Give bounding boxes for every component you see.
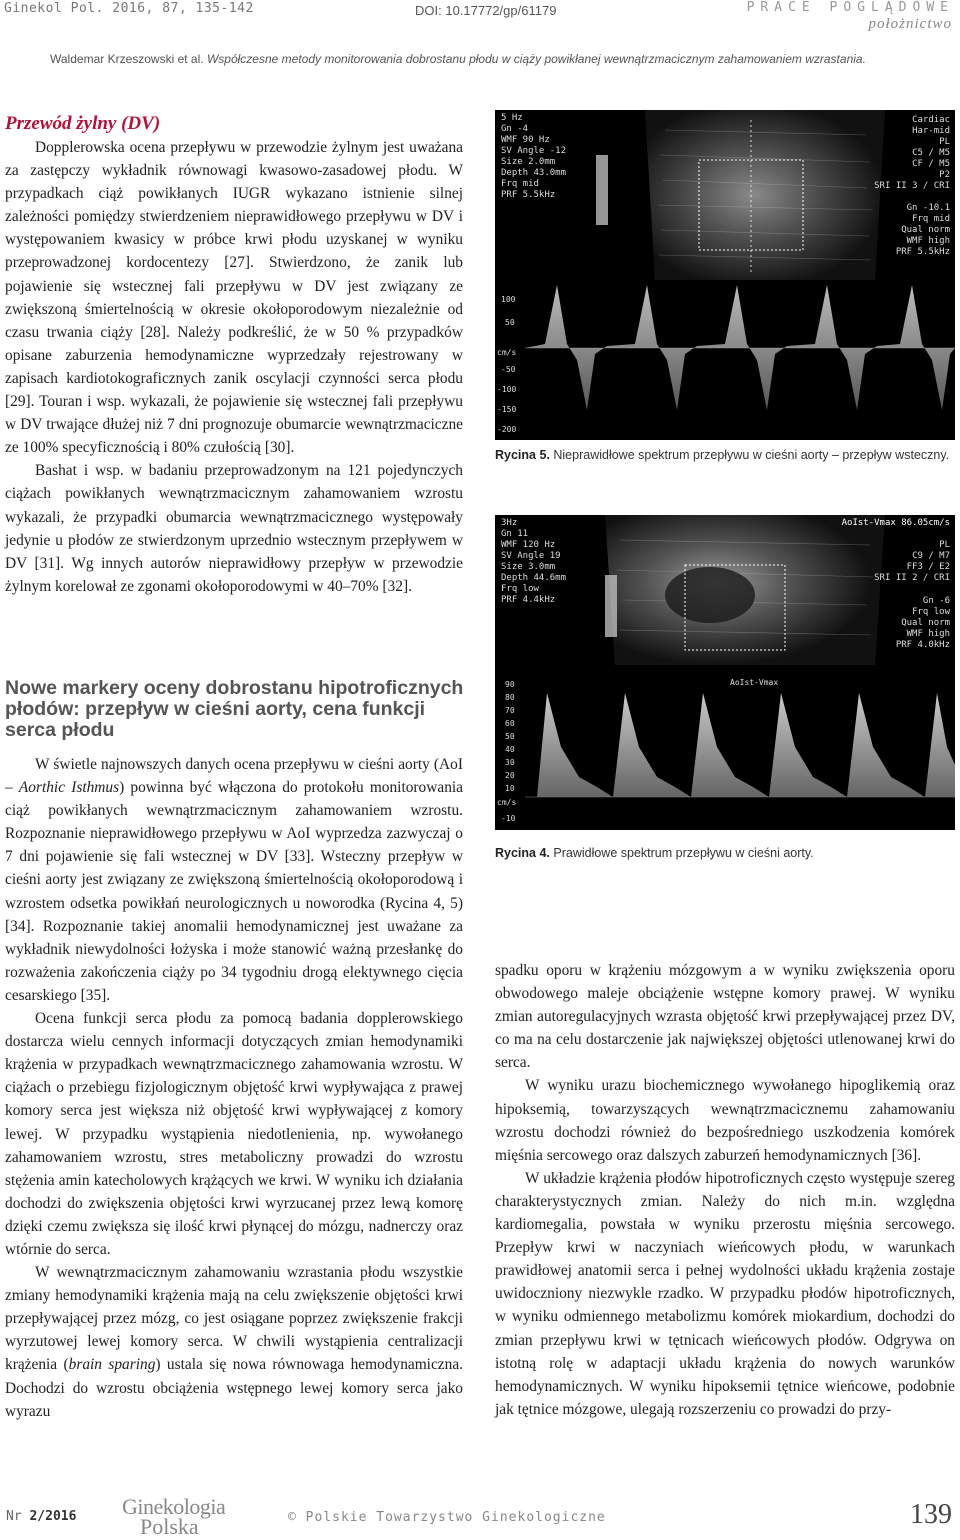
figure-4-scale-label: 40 (505, 745, 515, 754)
paragraph: Dopplerowska ocena przepływu w przewodzie żylnym jest uważana za zastępczy wykładnik równowagi kwasowo-zasadowej płodu. W przypadkach ciąż powikłanych IUGR wykazano istnienie silnej zależności pomiędzy stwierdzeniem nieprawidłowego przepływu w DV i występowaniem kwasicy w próbce krwi płodu uzyskanej w wyniku przeprowadzonej kordocentezy [27]. Stwierdzono, że zanik lub pojawienie się wstecznej fali przepływu w DV jest związany ze zwiększoną śmiertelnością w okresie okołoporodowym niezależnie od czasu trwania ciąży [28]. Należy podkreślić, że w 50 % przypadków opisane zaburzenia hemodynamiczne wyprzedzały rejestrowany w zapisach kardiotokograficznych zanik oscylacji czynności serca płodu [29]. Touran i wsp. wykazali, że pojawienie się wstecznej fali przepływu w DV trwające dłużej niż 7 dni prognozuje obumarcie wewnątrzmaciczne ze 100% specyficznością i 80% czułością [30]. (5, 139, 463, 457)
figure-4-scale-label: 50 (505, 732, 515, 741)
figure-4-setting: SV Angle 19 (501, 551, 561, 561)
figure-4-top-measurement: AoIst-Vmax 86.05cm/s (841, 518, 950, 528)
section-heading-dv: Przewód żylny (DV) (5, 113, 161, 134)
figure-5-setting: Gn -4 (501, 124, 529, 134)
figure-5-setting: Har-mid (912, 126, 950, 136)
journal-logo-line2: Polska (140, 1514, 199, 1539)
figure-5-setting: WMF 90 Hz (501, 135, 550, 145)
figure-4-setting: PRF 4.0kHz (895, 640, 950, 650)
figure-4-setting: Frq low (501, 584, 539, 594)
running-authors: Waldemar Krzeszowski et al. (50, 52, 204, 66)
figure-4-setting: PRF 4.4kHz (501, 595, 556, 605)
figure-5-setting: Qual norm (901, 225, 950, 235)
figure-4-label: Rycina 4. (495, 846, 550, 860)
figure-4-setting: SRI II 2 / CRI (874, 573, 950, 583)
figure-4-doppler-image (495, 515, 955, 830)
text-run: W wewnątrzmacicznym zahamowaniu wzrastania płodu wszystkie zmiany hemodynamiki krążenia mają na celu zwiększenie objętości krwi przepływającej przez mózg, co jest osiągane poprzez zwiększenie frakcji wyrzutowej lewej komory serca. W chwili wystąpienia centralizacji krążenia ( (5, 1264, 463, 1374)
issue-label: Nr (6, 1509, 22, 1524)
figure-5-scale-label: cm/s (497, 348, 517, 357)
figure-4-setting: WMF 120 Hz (501, 540, 556, 550)
doi-link[interactable]: DOI: 10.17772/gp/61179 (415, 3, 557, 18)
dv-section-body (5, 136, 463, 598)
figure-4-setting: WMF high (906, 629, 950, 639)
paragraph: spadku oporu w krążeniu mózgowym a w wyniku zwiększenia oporu obwodowego maleje obciążenie wstępne komory prawej. W wyniku zmian autoregulacyjnych wzrasta objętość krwi przepływającej przez DV, co ma na celu dostarczenie jak największej objętości utlenowanej krwi do serca. (495, 962, 955, 1072)
figure-4-setting: Gn -6 (922, 596, 950, 606)
paragraph: W wyniku urazu biochemicznego wywołanego hipoglikemią oraz hipoksemią, towarzyszących wewnątrzmacicznemu zahamowaniu wzrostu dochodzi również do bezpośredniego uszkodzenia komórek mięśnia sercowego oraz dalszych zaburzeń hemodynamicznych [36]. (495, 1077, 955, 1164)
figure-4-setting: Qual norm (901, 618, 950, 628)
figure-5-scale-label: -100 (497, 385, 517, 394)
figure-4-scale-label: 90 (505, 680, 515, 689)
figure-5-setting: PRF 5.5kHz (501, 190, 556, 200)
text-run: ) ustala się nowa równowaga hemodynamiczna. Dochodzi do wzrostu obciążenia wstępnego lewej komory serca jako wyrazu (5, 1356, 463, 1420)
running-header (50, 52, 930, 66)
figure-5-bmode-sector (645, 110, 885, 280)
figure-4-vessel (665, 567, 755, 623)
figure-4-scale-label: 20 (505, 771, 515, 780)
text-run-italic: Aorthic Isthmus (18, 779, 120, 797)
figure-5-scale-label: -50 (501, 365, 516, 374)
paragraph (5, 1261, 463, 1423)
paragraph (5, 753, 463, 1007)
figure-5-setting: PL (939, 137, 950, 147)
figure-5-scale-label: -150 (497, 405, 517, 414)
copyright-notice: © Polskie Towarzystwo Ginekologiczne (288, 1510, 606, 1525)
figure-4-setting: PL (939, 540, 950, 550)
section-label: PRACE POGLĄDOWE (746, 0, 954, 15)
figure-5-setting: Size 2.0mm (501, 157, 556, 167)
running-article-title: Współczesne metody monitorowania dobrostanu płodu w ciąży powikłanej wewnątrzmacicznym zahamowaniem wzrastania. (206, 52, 866, 66)
text-run-italic: brain sparing (68, 1356, 156, 1374)
page-number: 139 (910, 1499, 952, 1530)
figure-5-doppler-image (495, 110, 955, 440)
figure-5-setting: SV Angle -12 (501, 146, 567, 156)
right-column-body (495, 959, 955, 1421)
figure-4-setting: FF3 / E2 (906, 562, 950, 572)
figure-4-color-bar (605, 575, 617, 637)
paragraph: Ocena funkcji serca płodu za pomocą badania dopplerowskiego dostarcza wielu cennych informacji dotyczących zmian hemodynamiki krążenia w przypadkach wewnątrzmacicznego zahamowania wzrostu. W ciążach o przebiegu fizjologicznym objętość krwi wypływająca z prawej komory serca jest większa niż objętość krwi wypływającej z komory lewej. W przypadku wystąpienia niedotlenienia, np. wywołanego zahamowaniem wzrostu, stres metaboliczny prowadzi do wzrostu stężenia amin katecholowych krążących we krwi. W wyniku ich działania dochodzi do zwiększenia objętości krwi wyrzucanej przez lewą komorę dzięki czemu zwiększa się ilość krwi płynącej do mózgu, nadnerczy oraz wtórnie do serca. (5, 1010, 463, 1258)
figure-4-setting: Depth 44.6mm (501, 573, 567, 583)
figure-5-setting: Gn -10.1 (906, 203, 950, 213)
figure-5-scale-label: 50 (505, 318, 515, 327)
figure-5-setting: 5 Hz (501, 113, 523, 123)
figure-4-setting: Size 3.0mm (501, 562, 556, 572)
journal-logo-line1: Ginekologia (122, 1494, 226, 1519)
paragraph: W układzie krążenia płodów hipotroficznych często występuje szereg charakterystycznych zmian. Należy do nich m.in. względna kardiomegalia, powstała w wyniku przerostu mięśnia sercowego. Przepływ krwi w naczyniach wieńcowych płodu, w warunkach prawidłowej anatomii serca i pełnej wydolności układu krążenia zostaje uwidoczniony niezwykle rzadko. W przypadku płodów hipotroficznych, w wyniku odmiennego metabolizmu komórek miokardium, dochodzi do zmian przepływu krwi w tętnicach wieńcowych płodów. Odgrywa on istotną rolę w adaptacji układu krążenia do nowych warunków hemodynamicznych. W wyniku hipoksemii tętnice wieńcowe, podobnie jak tętnice mózgowe, ulegają rozszerzeniu co prowadzi do przy- (495, 1169, 955, 1418)
figure-4-setting: C9 / M7 (912, 551, 950, 561)
figure-4-scale-label: 70 (505, 706, 515, 715)
subsection-label: położnictwo (868, 16, 952, 32)
figure-5-scale-label: -200 (497, 425, 517, 434)
figure-4-scale-label: 60 (505, 719, 515, 728)
figure-5-setting: PRF 5.5kHz (895, 247, 950, 257)
figure-4-trace-label: AoIst-Vmax (730, 678, 779, 687)
figure-5-caption (495, 448, 949, 462)
figure-5-setting: Depth 43.0mm (501, 168, 567, 178)
journal-citation: Ginekol Pol. 2016, 87, 135-142 (4, 1, 254, 16)
text-run: W świetle najnowszych danych ocena przepływu w cieśni aorty (AoI – (5, 756, 463, 797)
figure-4-scale-label: 30 (505, 758, 515, 767)
paragraph: Bashat i wsp. w badaniu przeprowadzonym na 121 pojedynczych ciążach powikłanych wewnątrzmacicznym zahamowaniem wzrostu wykazali, że przypadki obumarcia wewnątrzmacicznego występowały jedynie u płodów ze stwierdzonym uprzednio wstecznym przepływem w DV [31]. Wg innych autorów nieprawidłowy przepływ w przewodzie żylnym korelował ze zgonami okołoporodowymi w 40–70% [32]. (5, 462, 463, 595)
text-run: ) powinna być włączona do protokołu monitorowania ciąż powikłanych wewnątrzmacicznym zahamowaniem wzrostu. Rozpoznanie nieprawidłowego przepływu w AoI wyprzedza zazwyczaj o 7 dni pojawienie się fali wstecznej w DV [33]. Wsteczny przepływ w cieśni aorty jest związany ze zwiększoną śmiertelnością okołoporodową i wzrostem odsetka powikłań neurologicznych u noworodka (Rycina 4, 5) [34]. Rozpoznanie takiej anomalii hemodynamicznej jest uważane za wykładnik niewydolności łożyska i może stanowić ważną przesłankę do rozważenia zakończenia ciąży po 34 tygodniu drogą elektywnego cięcia cesarskiego [35]. (5, 779, 464, 1004)
figure-4-scale-label: -10 (501, 814, 516, 823)
figure-4-setting: Frq low (912, 607, 950, 617)
figure-4-scale-label: cm/s (497, 798, 517, 807)
figure-4-setting: 3Hz (501, 518, 518, 528)
figure-5-setting: P2 (939, 170, 950, 180)
new-markers-body (5, 753, 463, 1423)
figure-4-scale-label: 10 (505, 784, 515, 793)
figure-5-caption-text: Nieprawidłowe spektrum przepływu w cieśni aorty – przepływ wsteczny. (553, 448, 950, 462)
issue-number (6, 1509, 76, 1524)
figure-4-caption (495, 846, 814, 860)
figure-5-setting: WMF high (906, 236, 950, 246)
figure-5-setting: Frq mid (912, 214, 950, 224)
figure-5-scale-label: 100 (501, 295, 516, 304)
section-heading-new-markers: Nowe markery oceny dobrostanu hipotroficznych płodów: przepływ w cieśni aorty, cena funkcji serca płodu (5, 677, 464, 741)
figure-4-scale-label: 80 (505, 693, 515, 702)
issue-value: 2/2016 (29, 1509, 77, 1524)
figure-5-setting: SRI II 3 / CRI (874, 181, 950, 191)
figure-5-svg (495, 110, 955, 440)
figure-5-color-bar (596, 155, 608, 225)
figure-4-caption-text: Prawidłowe spektrum przepływu w cieśni aorty. (553, 846, 814, 860)
figure-5-setting: CF / M5 (912, 159, 950, 169)
figure-5-setting: Frq mid (501, 179, 539, 189)
figure-5-setting: Cardiac (912, 115, 950, 125)
figure-4-svg (495, 515, 955, 830)
figure-5-setting: C5 / M5 (912, 148, 950, 158)
figure-5-label: Rycina 5. (495, 448, 550, 462)
figure-4-setting: Gn 11 (501, 529, 529, 539)
